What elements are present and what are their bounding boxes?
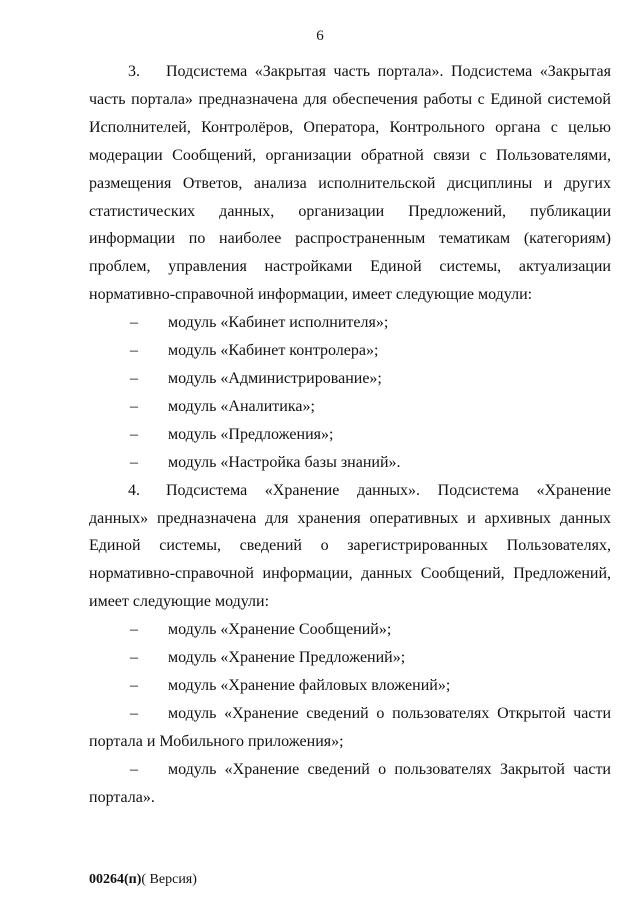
document-footer bbox=[89, 872, 197, 888]
list-item bbox=[89, 365, 611, 393]
list-item-text: модуль «Хранение Сообщений»; bbox=[168, 621, 392, 639]
section-3-number: 3. bbox=[128, 63, 140, 80]
dash-marker: – bbox=[130, 369, 138, 387]
list-item-text: модуль «Настройка базы знаний». bbox=[168, 453, 401, 471]
list-item-text: модуль «Хранение Предложений»; bbox=[168, 649, 406, 667]
list-item bbox=[89, 309, 611, 337]
dash-marker: – bbox=[130, 453, 138, 471]
dash-marker: – bbox=[130, 649, 138, 667]
list-item-text: модуль «Хранение файловых вложений»; bbox=[168, 676, 451, 694]
list-item-text: модуль «Предложения»; bbox=[168, 425, 334, 443]
section-3-text: Подсистема «Закрытая часть портала». Подсистема «Закрытая часть портала» предназначена для обеспечения работы с Единой системой Исполнителей, Контролёров, Оператора, Контрольного органа с целью модерации Сообщений, организации обратной связи с Пользователями, размещения Ответов, анализа исполнительской дисциплины и других статистических данных, организации Предложений, публикации информации по наиболее распространенным тематикам (категориям) проблем, управления настройками Единой системы, актуализации нормативно-справочной информации, имеет следующие модули: bbox=[89, 63, 611, 304]
section-4-number: 4. bbox=[128, 481, 140, 499]
list-item bbox=[89, 449, 611, 477]
dash-marker: – bbox=[130, 314, 138, 332]
list-item bbox=[89, 700, 611, 756]
section-3-paragraph bbox=[89, 58, 611, 309]
list-item bbox=[89, 337, 611, 365]
section-4-text: Подсистема «Хранение данных». Подсистема «Хранение данных» предназначена для хранения оперативных и архивных данных Единой системы, сведений о зарегистрированных Пользователях, нормативно-справочной информации, данных Сообщений, Предложений, имеет следующие модули: bbox=[89, 481, 611, 611]
footer-code: 00264(п) bbox=[89, 872, 142, 887]
dash-marker: – bbox=[130, 676, 138, 694]
dash-marker: – bbox=[130, 425, 138, 443]
dash-marker: – bbox=[130, 621, 138, 639]
document-body bbox=[89, 58, 611, 811]
list-item bbox=[89, 393, 611, 421]
dash-marker: – bbox=[130, 342, 138, 360]
section-4-paragraph bbox=[89, 477, 611, 617]
list-item bbox=[89, 644, 611, 672]
list-item-text: модуль «Хранение сведений о пользователях Открытой части портала и Мобильного приложения»; bbox=[89, 704, 611, 750]
list-item-text: модуль «Администрирование»; bbox=[168, 369, 382, 387]
footer-version: ( Версия) bbox=[141, 872, 197, 887]
dash-marker: – bbox=[130, 397, 138, 415]
dash-marker: – bbox=[130, 704, 138, 722]
list-item bbox=[89, 616, 611, 644]
list-item-text: модуль «Кабинет контролера»; bbox=[168, 342, 379, 360]
list-item bbox=[89, 421, 611, 449]
list-item-text: модуль «Хранение сведений о пользователях Закрытой части портала». bbox=[89, 760, 611, 806]
list-item bbox=[89, 756, 611, 812]
list-item-text: модуль «Кабинет исполнителя»; bbox=[168, 314, 389, 332]
list-item bbox=[89, 672, 611, 700]
list-item-text: модуль «Аналитика»; bbox=[168, 397, 315, 415]
dash-marker: – bbox=[130, 760, 138, 778]
page-number: 6 bbox=[316, 28, 324, 44]
